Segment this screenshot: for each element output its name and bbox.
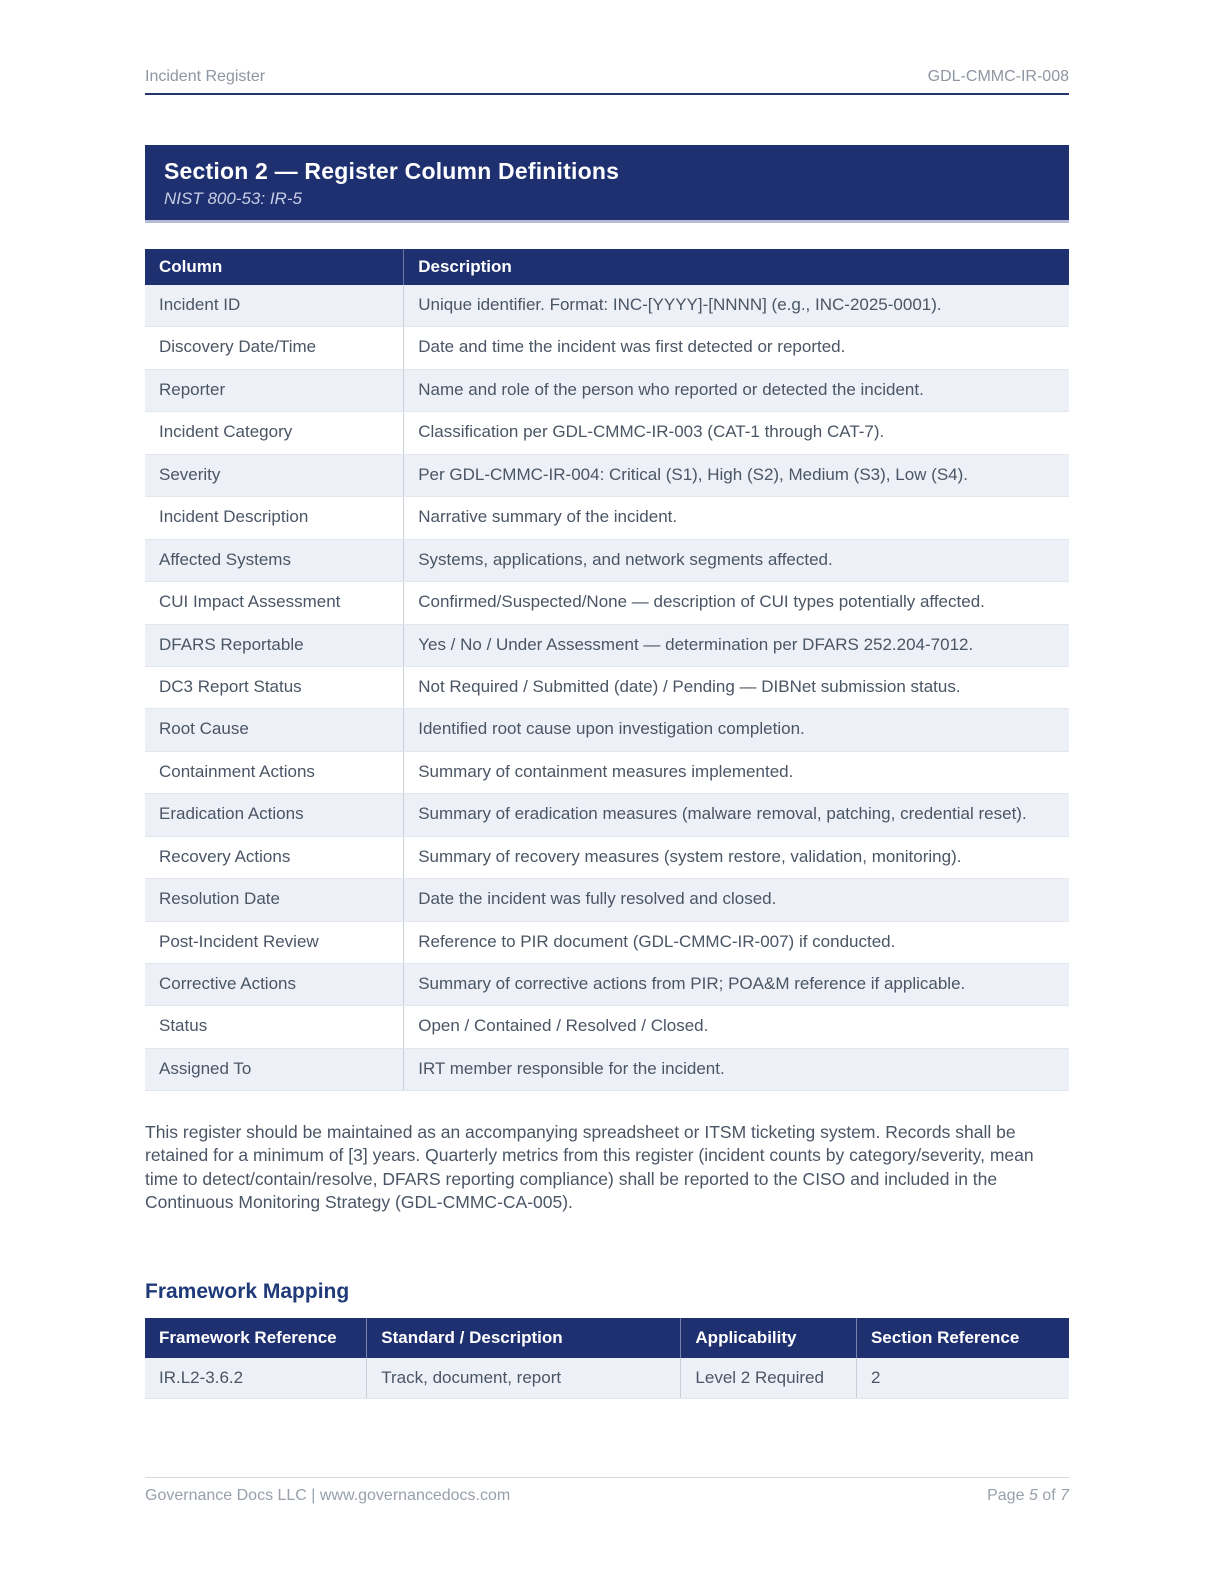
description-cell: Classification per GDL-CMMC-IR-003 (CAT-1 through CAT-7). (404, 412, 1069, 454)
column-name-cell: Eradication Actions (145, 794, 404, 836)
section-reference-cell: 2 (856, 1358, 1069, 1399)
description-header: Description (404, 249, 1069, 285)
description-cell: Date and time the incident was first detected or reported. (404, 327, 1069, 369)
table-row (145, 836, 1069, 878)
description-cell: Date the incident was fully resolved and closed. (404, 879, 1069, 921)
page-footer (145, 1477, 1069, 1505)
description-cell: Confirmed/Suspected/None — description of CUI types potentially affected. (404, 582, 1069, 624)
section-title: Section 2 — Register Column Definitions (164, 158, 620, 184)
column-name-cell: Incident Category (145, 412, 404, 454)
framework-reference-cell: IR.L2-3.6.2 (145, 1358, 367, 1399)
document-title: Incident Register (145, 68, 266, 85)
framework-reference-header: Framework Reference (145, 1318, 367, 1358)
description-cell: Not Required / Submitted (date) / Pending — DIBNet submission status. (404, 666, 1069, 708)
table-row (145, 285, 1069, 327)
table-row (145, 582, 1069, 624)
table-row (145, 1358, 1069, 1399)
table-row (145, 751, 1069, 793)
section-reference-header: Section Reference (856, 1318, 1069, 1358)
description-cell: Per GDL-CMMC-IR-004: Critical (S1), High (S2), Medium (S3), Low (S4). (404, 454, 1069, 496)
applicability-cell: Level 2 Required (681, 1358, 857, 1399)
description-cell: Open / Contained / Resolved / Closed. (404, 1006, 1069, 1048)
document-id: GDL-CMMC-IR-008 (927, 68, 1069, 85)
table-row (145, 327, 1069, 369)
description-cell: IRT member responsible for the incident. (404, 1048, 1069, 1090)
table-row (145, 539, 1069, 581)
table-row (145, 497, 1069, 539)
standard-description-header: Standard / Description (367, 1318, 681, 1358)
column-header: Column (145, 249, 404, 285)
column-name-cell: Status (145, 1006, 404, 1048)
table-row (145, 794, 1069, 836)
column-name-cell: DC3 Report Status (145, 666, 404, 708)
column-name-cell: Severity (145, 454, 404, 496)
column-name-cell: Root Cause (145, 709, 404, 751)
table-row (145, 1006, 1069, 1048)
column-name-cell: Incident ID (145, 285, 404, 327)
page-header (145, 68, 1069, 95)
definitions-table (145, 249, 1069, 1091)
table-row (145, 709, 1069, 751)
page-content (145, 145, 1069, 1399)
standard-description-cell: Track, document, report (367, 1358, 681, 1399)
section-banner (145, 145, 1069, 223)
framework-mapping-heading: Framework Mapping (145, 1279, 350, 1303)
table-row (145, 921, 1069, 963)
retention-note: This register should be maintained as an accompanying spreadsheet or ITSM ticketing system. Records shall be retained for a minimum of [3] years. Quarterly metrics from this register (incident counts by category/severity, mean time to detect/contain/resolve, DFARS reporting compliance) shall be reported to the CISO and included in the Continuous Monitoring Strategy (GDL-CMMC-CA-005). (145, 1122, 1034, 1212)
column-name-cell: Discovery Date/Time (145, 327, 404, 369)
table-header-row (145, 249, 1069, 285)
description-cell: Summary of eradication measures (malware removal, patching, credential reset). (404, 794, 1069, 836)
column-name-cell: Containment Actions (145, 751, 404, 793)
table-row (145, 666, 1069, 708)
description-cell: Systems, applications, and network segments affected. (404, 539, 1069, 581)
description-cell: Identified root cause upon investigation completion. (404, 709, 1069, 751)
description-cell: Summary of corrective actions from PIR; POA&M reference if applicable. (404, 964, 1069, 1006)
column-name-cell: Incident Description (145, 497, 404, 539)
column-name-cell: Reporter (145, 369, 404, 411)
description-cell: Narrative summary of the incident. (404, 497, 1069, 539)
table-row (145, 369, 1069, 411)
framework-mapping-table (145, 1318, 1069, 1399)
column-name-cell: Resolution Date (145, 879, 404, 921)
table-row (145, 454, 1069, 496)
description-cell: Summary of containment measures implemented. (404, 751, 1069, 793)
table-header-row (145, 1318, 1069, 1358)
column-name-cell: Affected Systems (145, 539, 404, 581)
section-subtitle: NIST 800-53: IR-5 (164, 189, 302, 208)
column-name-cell: DFARS Reportable (145, 624, 404, 666)
column-name-cell: Recovery Actions (145, 836, 404, 878)
table-row (145, 1048, 1069, 1090)
description-cell: Summary of recovery measures (system restore, validation, monitoring). (404, 836, 1069, 878)
table-row (145, 412, 1069, 454)
footer-company: Governance Docs LLC | www.governancedocs.com (145, 1487, 511, 1504)
table-row (145, 624, 1069, 666)
column-name-cell: Assigned To (145, 1048, 404, 1090)
column-name-cell: Corrective Actions (145, 964, 404, 1006)
description-cell: Reference to PIR document (GDL-CMMC-IR-007) if conducted. (404, 921, 1069, 963)
description-cell: Unique identifier. Format: INC-[YYYY]-[NNNN] (e.g., INC-2025-0001). (404, 285, 1069, 327)
footer-page-number: Page 5 of 7 (987, 1487, 1069, 1504)
column-name-cell: CUI Impact Assessment (145, 582, 404, 624)
description-cell: Yes / No / Under Assessment — determination per DFARS 252.204-7012. (404, 624, 1069, 666)
table-row (145, 964, 1069, 1006)
table-row (145, 879, 1069, 921)
description-cell: Name and role of the person who reported or detected the incident. (404, 369, 1069, 411)
column-name-cell: Post-Incident Review (145, 921, 404, 963)
applicability-header: Applicability (681, 1318, 857, 1358)
